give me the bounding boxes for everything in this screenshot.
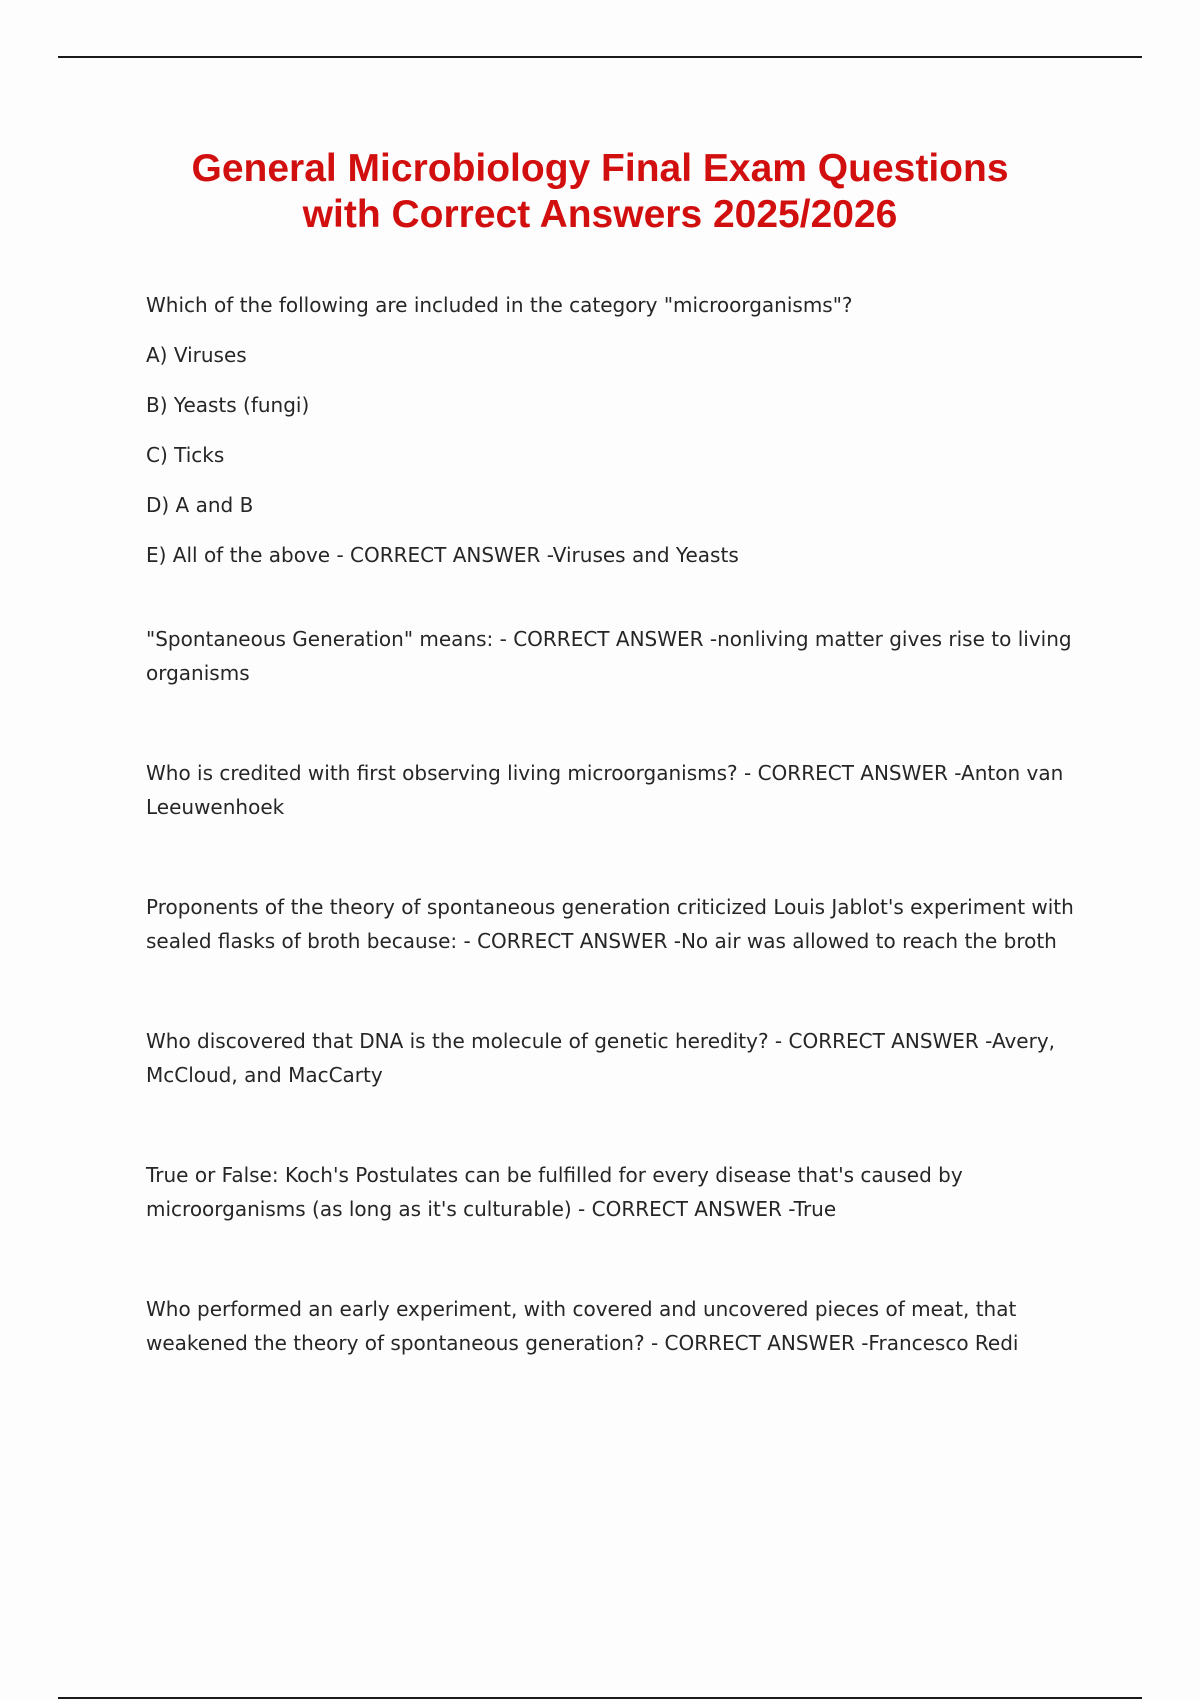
document-body	[146, 288, 1076, 1360]
title-line-1: General Microbiology Final Exam Questions	[191, 147, 1009, 190]
question-4: Proponents of the theory of spontaneous generation criticized Louis Jablot's experiment with sealed flasks of broth because: - CORRECT ANSWER -No air was allowed to reach the broth	[146, 895, 1074, 953]
question-1	[146, 288, 1076, 572]
question-7: Who performed an early experiment, with covered and uncovered pieces of meat, that weakened the theory of spontaneous generation? - CORRECT ANSWER -Francesco Redi	[146, 1297, 1019, 1355]
top-rule	[58, 56, 1142, 58]
question-2: "Spontaneous Generation" means: - CORRECT ANSWER -nonliving matter gives rise to living organisms	[146, 627, 1072, 685]
question-5: Who discovered that DNA is the molecule of genetic heredity? - CORRECT ANSWER -Avery, McCloud, and MacCarty	[146, 1029, 1056, 1087]
question-1-option-a: A) Viruses	[146, 343, 247, 367]
question-1-option-b: B) Yeasts (fungi)	[146, 393, 310, 417]
question-6: True or False: Koch's Postulates can be fulfilled for every disease that's caused by microorganisms (as long as it's culturable) - CORRECT ANSWER -True	[146, 1163, 963, 1221]
question-1-option-e-answer: E) All of the above - CORRECT ANSWER -Viruses and Yeasts	[146, 543, 739, 567]
document-title	[100, 146, 1100, 238]
question-3: Who is credited with first observing living microorganisms? - CORRECT ANSWER -Anton van Leeuwenhoek	[146, 761, 1064, 819]
question-1-text: Which of the following are included in the category "microorganisms"?	[146, 293, 853, 317]
question-1-option-c: C) Ticks	[146, 443, 225, 467]
question-1-option-d: D) A and B	[146, 493, 254, 517]
bottom-rule	[58, 1697, 1142, 1699]
title-line-2: with Correct Answers 2025/2026	[302, 193, 898, 236]
